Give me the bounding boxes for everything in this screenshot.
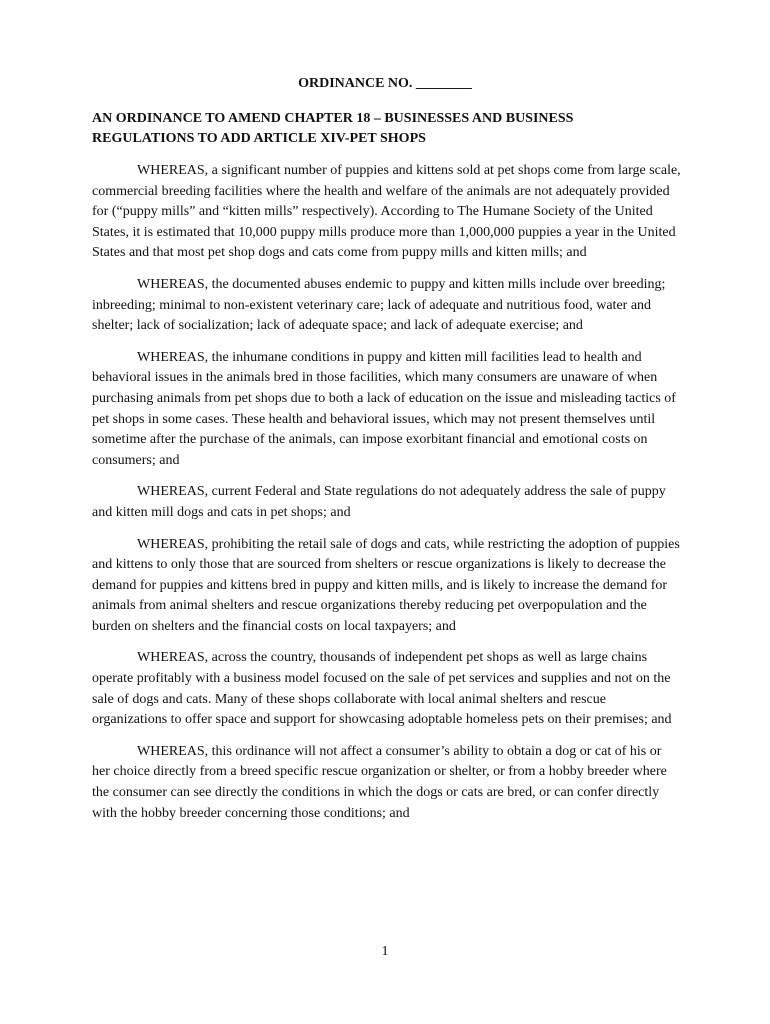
whereas-paragraph-5: WHEREAS, prohibiting the retail sale of dogs and cats, while restricting the adoption of puppies and kittens to only those that are sourced from shelters or rescue organizations is likely to decrease the demand for puppies and kittens bred in puppy and kitten mills, and is likely to increase the demand for animals from animal shelters and rescue organizations thereby reducing pet overpopulation and the burden on shelters and the financial costs on local taxpayers; and	[92, 536, 680, 634]
whereas-paragraph-1: WHEREAS, a significant number of puppies and kittens sold at pet shops come from large scale, commercial breeding facilities where the health and welfare of the animals are not adequately provided for (“puppy mills” and “kitten mills” respectively). According to The Humane Society of the United States, it is estimated that 10,000 puppy mills produce more than 1,000,000 puppies a year in the United States and that most pet shop dogs and cats come from puppy mills and kitten mills; and	[92, 163, 681, 261]
page-number: 1	[381, 944, 389, 959]
whereas-paragraph-4: WHEREAS, current Federal and State regulations do not adequately address the sale of puppy and kitten mill dogs and cats in pet shops; and	[92, 484, 666, 520]
heading-line-1: AN ORDINANCE TO AMEND CHAPTER 18 – BUSINESSES AND BUSINESS	[92, 111, 574, 126]
whereas-paragraph-3: WHEREAS, the inhumane conditions in puppy and kitten mill facilities lead to health and behavioral issues in the animals bred in those facilities, which many consumers are unaware of when purchasing animals from pet shops due to both a lack of education on the issue and misleading tactics of pet shops in some cases. These health and behavioral issues, which may not present themselves until sometime after the purchase of the animals, can impose exorbitant financial and emotional costs on consumers; and	[92, 349, 676, 468]
whereas-paragraph-7: WHEREAS, this ordinance will not affect a consumer’s ability to obtain a dog or cat of his or her choice directly from a breed specific rescue organization or shelter, or from a hobby breeder where the consumer can see directly the conditions in which the dogs or cats are bred, or can confer directly with the hobby breeder concerning those conditions; and	[92, 743, 667, 821]
ordinance-title: ORDINANCE NO. ________	[298, 76, 472, 91]
heading-line-2: REGULATIONS TO ADD ARTICLE XIV-PET SHOPS	[92, 130, 426, 146]
ordinance-heading	[92, 109, 692, 148]
whereas-paragraph-2: WHEREAS, the documented abuses endemic to puppy and kitten mills include over breeding; inbreeding; minimal to non-existent veterinary care; lack of adequate and nutritious food, water and shelter; lack of socialization; lack of adequate space; and lack of adequate exercise; and	[92, 276, 666, 334]
whereas-clauses	[92, 161, 682, 835]
whereas-paragraph-6: WHEREAS, across the country, thousands of independent pet shops as well as large chains operate profitably with a business model focused on the sale of pet services and supplies and not on the sale of dogs and cats. Many of these shops collaborate with local animal shelters and rescue organizations to offer space and support for showcasing adoptable homeless pets on their premises; and	[92, 650, 672, 728]
